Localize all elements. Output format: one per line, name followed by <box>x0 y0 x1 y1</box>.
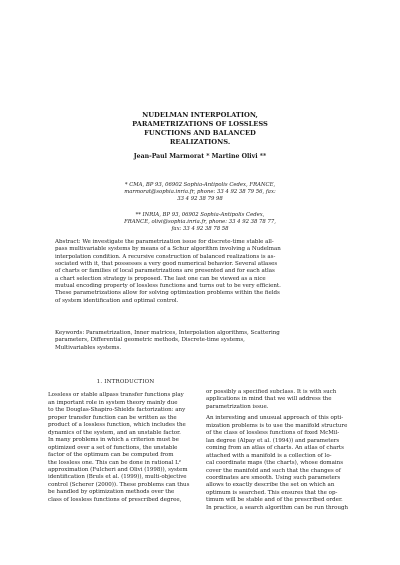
left-column <box>48 379 203 504</box>
affiliation-line: FRANCE, olivi@sophia.inria.fr, phone: 33 4 92 38 78 77, <box>124 219 276 226</box>
abstract-line: of charts or families of local parametrizations are presented and for each atlas <box>55 268 275 275</box>
abstract-line: of system identification and optimal control. <box>55 297 179 304</box>
affiliation-2 <box>70 212 330 233</box>
affiliation-line: fax: 33 4 92 38 78 58 <box>171 226 229 233</box>
affiliation-line: * CMA, BP 93, 06902 Sophia-Antipolis Cedex, FRANCE, <box>124 182 276 188</box>
title-line: FUNCTIONS AND BALANCED <box>144 129 256 137</box>
text-line: proper transfer function can be written as the <box>48 414 177 421</box>
text-line: approximation (Fulcheri and Olivi (1998)), system <box>48 466 188 473</box>
abstract-line: sociated with it, that possesses a very good numerical behavior. Several atlases <box>55 261 278 268</box>
section-heading: 1. INTRODUCTION <box>96 379 155 385</box>
author-names: Jean-Paul Marmorat * Martine Olivi ** <box>133 153 267 160</box>
text-line: applications in mind that we will address the <box>206 396 332 403</box>
abstract-line: mutual encoding property of lossless functions and turns out to be very efficient. <box>55 283 281 290</box>
keywords-line: parameters, Differential geometric methods, Discrete-time systems, <box>55 337 245 344</box>
text-line: attached with a manifold is a collection of lo- <box>206 452 332 459</box>
title-line: PARAMETRIZATIONS OF LOSSLESS <box>132 120 268 128</box>
text-line: cal coordinate maps (the charts), whose domains <box>206 460 344 467</box>
paragraph <box>206 389 361 411</box>
text-line: the lossless one. This can be done in rational L² <box>48 459 181 466</box>
title-line: REALIZATIONS. <box>169 138 231 146</box>
text-line: factor of the optimum can be computed from <box>48 452 174 459</box>
text-line: be handled by optimization methods over the <box>48 489 175 496</box>
text-line: timum will be stable and of the prescribed order. <box>206 497 343 504</box>
text-line: lan degree (Alpay et al. (1994)) and parameters <box>206 437 340 444</box>
text-line: coordinates are smooth. Using such parameters <box>206 474 341 481</box>
text-line: to the Douglas-Shapiro-Shields factorization: any <box>48 407 186 414</box>
affiliation-1 <box>70 182 330 203</box>
text-line: control (Scherer (2000)). These problems can thus <box>48 481 190 488</box>
text-line: mization problems is to use the manifold structure <box>206 422 348 429</box>
abstract-line: pass multivariable systems by means of a Schur algorithm involving a Nudelman <box>55 246 281 253</box>
text-line: optimized over a set of functions, the unstable <box>48 444 178 451</box>
abstract-line: These parametrizations allow for solving optimization problems within the fields <box>55 290 280 297</box>
abstract <box>55 239 351 305</box>
keywords-line: Multivariables systems. <box>55 344 122 351</box>
keywords-line: Keywords: Parametrization, Inner matrices, Interpolation algorithms, Scattering <box>55 330 280 336</box>
paragraph <box>206 415 361 512</box>
title-line: NUDELMAN INTERPOLATION, <box>142 111 258 119</box>
affiliation-line: ** INRIA, BP 93, 06902 Sophia-Antipolis Cedex, <box>135 212 265 218</box>
text-line: parametrization issue. <box>206 403 269 410</box>
abstract-line: a chart selection strategy is proposed. The last one can be viewed as a nice <box>55 275 266 282</box>
paper-title <box>60 111 340 147</box>
text-line: An interesting and unusual approach of this opti- <box>206 415 344 422</box>
text-line: coming from an atlas of charts. An atlas of charts <box>206 445 344 452</box>
text-line: In practice, a search algorithm can be run through <box>206 504 349 511</box>
text-line: product of a lossless function, which includes the <box>48 422 186 429</box>
text-line: of the class of lossless functions of fixed McMil- <box>206 430 340 437</box>
text-line: identification (Bruls et al. (1999)), multi-objective <box>48 474 187 481</box>
affiliation-line: 33 4 92 38 79 98 <box>177 196 223 203</box>
text-line: or possibly a specified subclass. It is with such <box>206 389 337 395</box>
text-line: class of lossless functions of prescribed degree, <box>48 496 182 503</box>
text-line: optimum is searched. This ensures that the op- <box>206 489 338 496</box>
affiliation-line: marmorat@sophia.inria.fr, phone: 33 4 92 38 79 56, fax: <box>124 189 276 196</box>
keywords <box>55 330 351 352</box>
text-line: Lossless or stable allpass transfer functions play <box>48 392 184 399</box>
abstract-line: interpolation condition. A recursive construction of balanced realizations is as- <box>55 253 276 260</box>
text-line: an important role in system theory mainly due <box>48 399 178 406</box>
text-line: cover the manifold and such that the changes of <box>206 467 341 474</box>
text-line: dynamics of the system, and an unstable factor. <box>48 429 181 436</box>
abstract-line: Abstract: We investigate the parametrization issue for discrete-time stable all- <box>55 239 274 245</box>
right-column <box>206 389 361 512</box>
text-line: allows to exactly describe the set on which an <box>206 482 335 489</box>
text-line: In many problems in which a criterion must be <box>48 437 179 444</box>
paragraph <box>48 392 203 504</box>
